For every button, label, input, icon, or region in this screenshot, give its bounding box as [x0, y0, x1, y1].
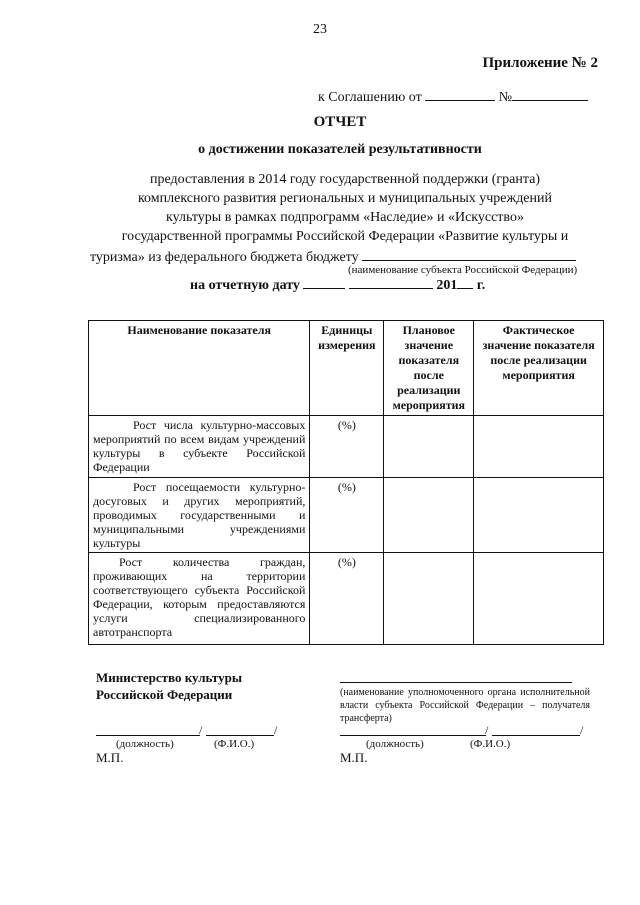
indicators-table: [88, 320, 604, 645]
table-row: [89, 478, 604, 553]
planned-value-cell[interactable]: [384, 478, 474, 553]
report-month-blank: [349, 276, 433, 289]
body-line-5-text: туризма» из федерального бюджета бюджету: [90, 250, 359, 265]
ministry-line-1: Министерство культуры: [96, 670, 242, 685]
agreement-reference: [318, 88, 588, 106]
body-line-2: комплексного развития региональных и муниципальных учреждений: [137, 191, 553, 206]
authority-position-line: [340, 735, 486, 736]
report-year-prefix: 201: [436, 278, 458, 293]
document-subtitle: о достижении показателей результативности: [198, 142, 482, 157]
appendix-label: Приложение № 2: [482, 55, 598, 71]
actual-value-cell[interactable]: [474, 478, 604, 553]
ministry-block: [96, 669, 242, 703]
report-day-blank: [303, 276, 345, 289]
planned-value-cell[interactable]: [384, 416, 474, 478]
agreement-number-sign: №: [498, 90, 513, 105]
unit-cell: (%): [310, 478, 384, 553]
authority-name-line: [340, 670, 572, 683]
ministry-name-label: (Ф.И.О.): [214, 738, 255, 750]
subject-name-blank: [362, 248, 576, 261]
indicator-cell: Рост посещаемости культурно-досуговых и других мероприятий, проводимых государственными и муниципальными учреждениями культуры: [89, 478, 310, 553]
ministry-position-label: (должность): [116, 738, 174, 750]
table-header-row: [89, 321, 604, 416]
authority-name-line-fio: [492, 735, 580, 736]
ministry-slash-1: /: [199, 723, 203, 737]
report-date-prefix: на отчетную дату: [190, 278, 300, 293]
authority-stamp-label: М.П.: [340, 750, 368, 765]
indicator-cell: Рост количества граждан, проживающих на территории соответствующего субъекта Российской Федерации, которым предоставляются услуги специализированного автотранспорта: [89, 553, 310, 645]
page-number: 23: [313, 22, 327, 37]
body-line-3: культуры в рамках подпрограмм «Наследие» и «Искусство»: [166, 210, 524, 225]
actual-value-cell[interactable]: [474, 416, 604, 478]
report-date-suffix: г.: [476, 278, 486, 293]
header-indicator-name: Наименование показателя: [89, 321, 310, 416]
unit-cell: (%): [310, 416, 384, 478]
authority-caption: (наименование уполномоченного органа исполнительной власти субъекта Российской Федерации – получателя трансферта): [340, 687, 590, 724]
authority-position-label: (должность): [366, 738, 424, 750]
ministry-position-line: [96, 735, 200, 736]
authority-name-label: (Ф.И.О.): [470, 738, 511, 750]
planned-value-cell[interactable]: [384, 553, 474, 645]
header-actual-value: Фактическое значение показателя после реализации мероприятия: [474, 321, 604, 416]
document-title: ОТЧЕТ: [313, 114, 367, 130]
indicator-cell: Рост числа культурно-массовых мероприятий по всем видам учреждений культуры в субъекте Российской Федерации: [89, 416, 310, 478]
header-units: Единицы измерения: [310, 321, 384, 416]
ministry-line-2: Российской Федерации: [96, 687, 233, 702]
authority-slash-1: /: [485, 723, 489, 737]
agreement-number-blank: [512, 88, 588, 101]
ministry-slash-2: /: [274, 723, 278, 737]
report-year-blank: [457, 276, 473, 289]
body-line-1: предоставления в 2014 году государственной поддержки (гранта): [149, 172, 541, 187]
header-planned-value: Плановое значение показателя после реализации мероприятия: [384, 321, 474, 416]
ministry-name-line: [206, 735, 274, 736]
agreement-date-blank: [425, 88, 495, 101]
ministry-stamp-label: М.П.: [96, 750, 124, 765]
body-line-4: государственной программы Российской Федерации «Развитие культуры и: [121, 229, 569, 244]
actual-value-cell[interactable]: [474, 553, 604, 645]
agreement-prefix: к Соглашению от: [318, 90, 422, 105]
subject-caption: (наименование субъекта Российской Федерации): [348, 264, 578, 276]
report-date: [190, 276, 485, 294]
unit-cell: (%): [310, 553, 384, 645]
table-row: [89, 416, 604, 478]
table-row: [89, 553, 604, 645]
authority-slash-2: /: [580, 723, 584, 737]
